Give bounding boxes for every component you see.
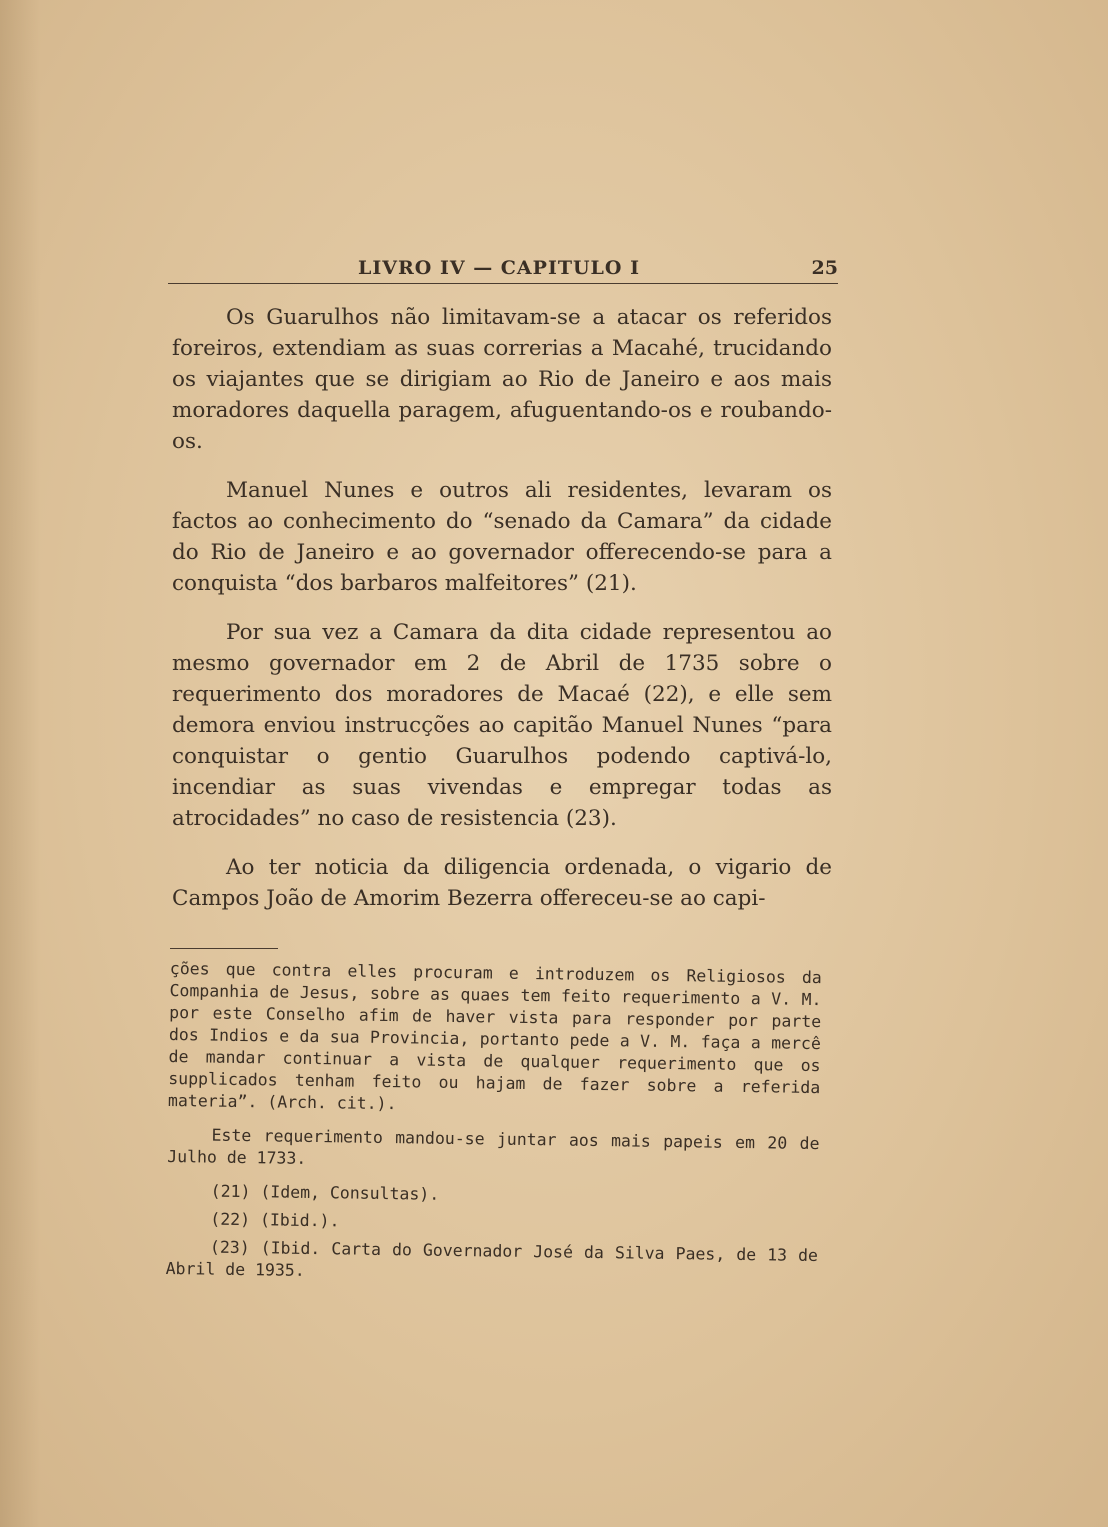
paragraph: Manuel Nunes e outros ali residentes, levaram os factos ao conhecimento do “senado da Camara” da cidade do Rio de Janeiro e ao governador offerecendo-se para a conquista “dos barbaros malfeitores” (21). [172,478,832,596]
footnote-note: Este requerimento mandou-se juntar aos mais papeis em 20 de Julho de 1733. [167,1125,820,1168]
paragraph: Os Guarulhos não limitavam-se a atacar os referidos foreiros, extendiam as suas correrias a Macahé, trucidando os viajantes que se dirigiam ao Rio de Janeiro e aos mais moradores daquella paragem, afuguentando-os e roubando-os. [172,305,832,454]
page-number: 25 [811,257,838,279]
footnotes [165,958,822,1295]
footnote-22: (22) (Ibid.). [210,1209,340,1231]
running-title: LIVRO IV — CAPITULO I [358,257,640,279]
footnote-21: (21) (Idem, Consultas). [210,1181,440,1204]
footnote-continuation: ções que contra elles procuram e introduzem os Religiosos da Companhia de Jesus, sobre as quaes tem feito requerimento a V. M. por este Conselho afim de haver vista para responder por parte dos Indios e da sua Provincia, portanto pede a V. M. faça a mercê de mandar continuar a vista de qualquer requerimento que os supplicados tenham feito ou hajam de fazer sobre a referida materia”. (Arch. cit.). [167,958,822,1114]
paragraph: Por sua vez a Camara da dita cidade representou ao mesmo governador em 2 de Abril de 1735 sobre o requerimento dos moradores de Macaé (22), e elle sem demora enviou instrucções ao capitão Manuel Nunes “para conquistar o gentio Guarulhos podendo captivá-lo, incendiar as suas vivendas e empregar todas as atrocidades” no caso de resistencia (23). [172,620,832,831]
footnote-divider [170,948,278,949]
body-text [172,302,832,932]
page-fold-shadow [0,0,40,1527]
footnote-23: (23) (Ibid. Carta do Governador José da Silva Paes, de 13 de Abril de 1935. [165,1237,819,1280]
running-header [168,255,838,284]
paragraph: Ao ter noticia da diligencia ordenada, o vigario de Campos João de Amorim Bezerra offereceu-se ao capi- [172,855,832,911]
